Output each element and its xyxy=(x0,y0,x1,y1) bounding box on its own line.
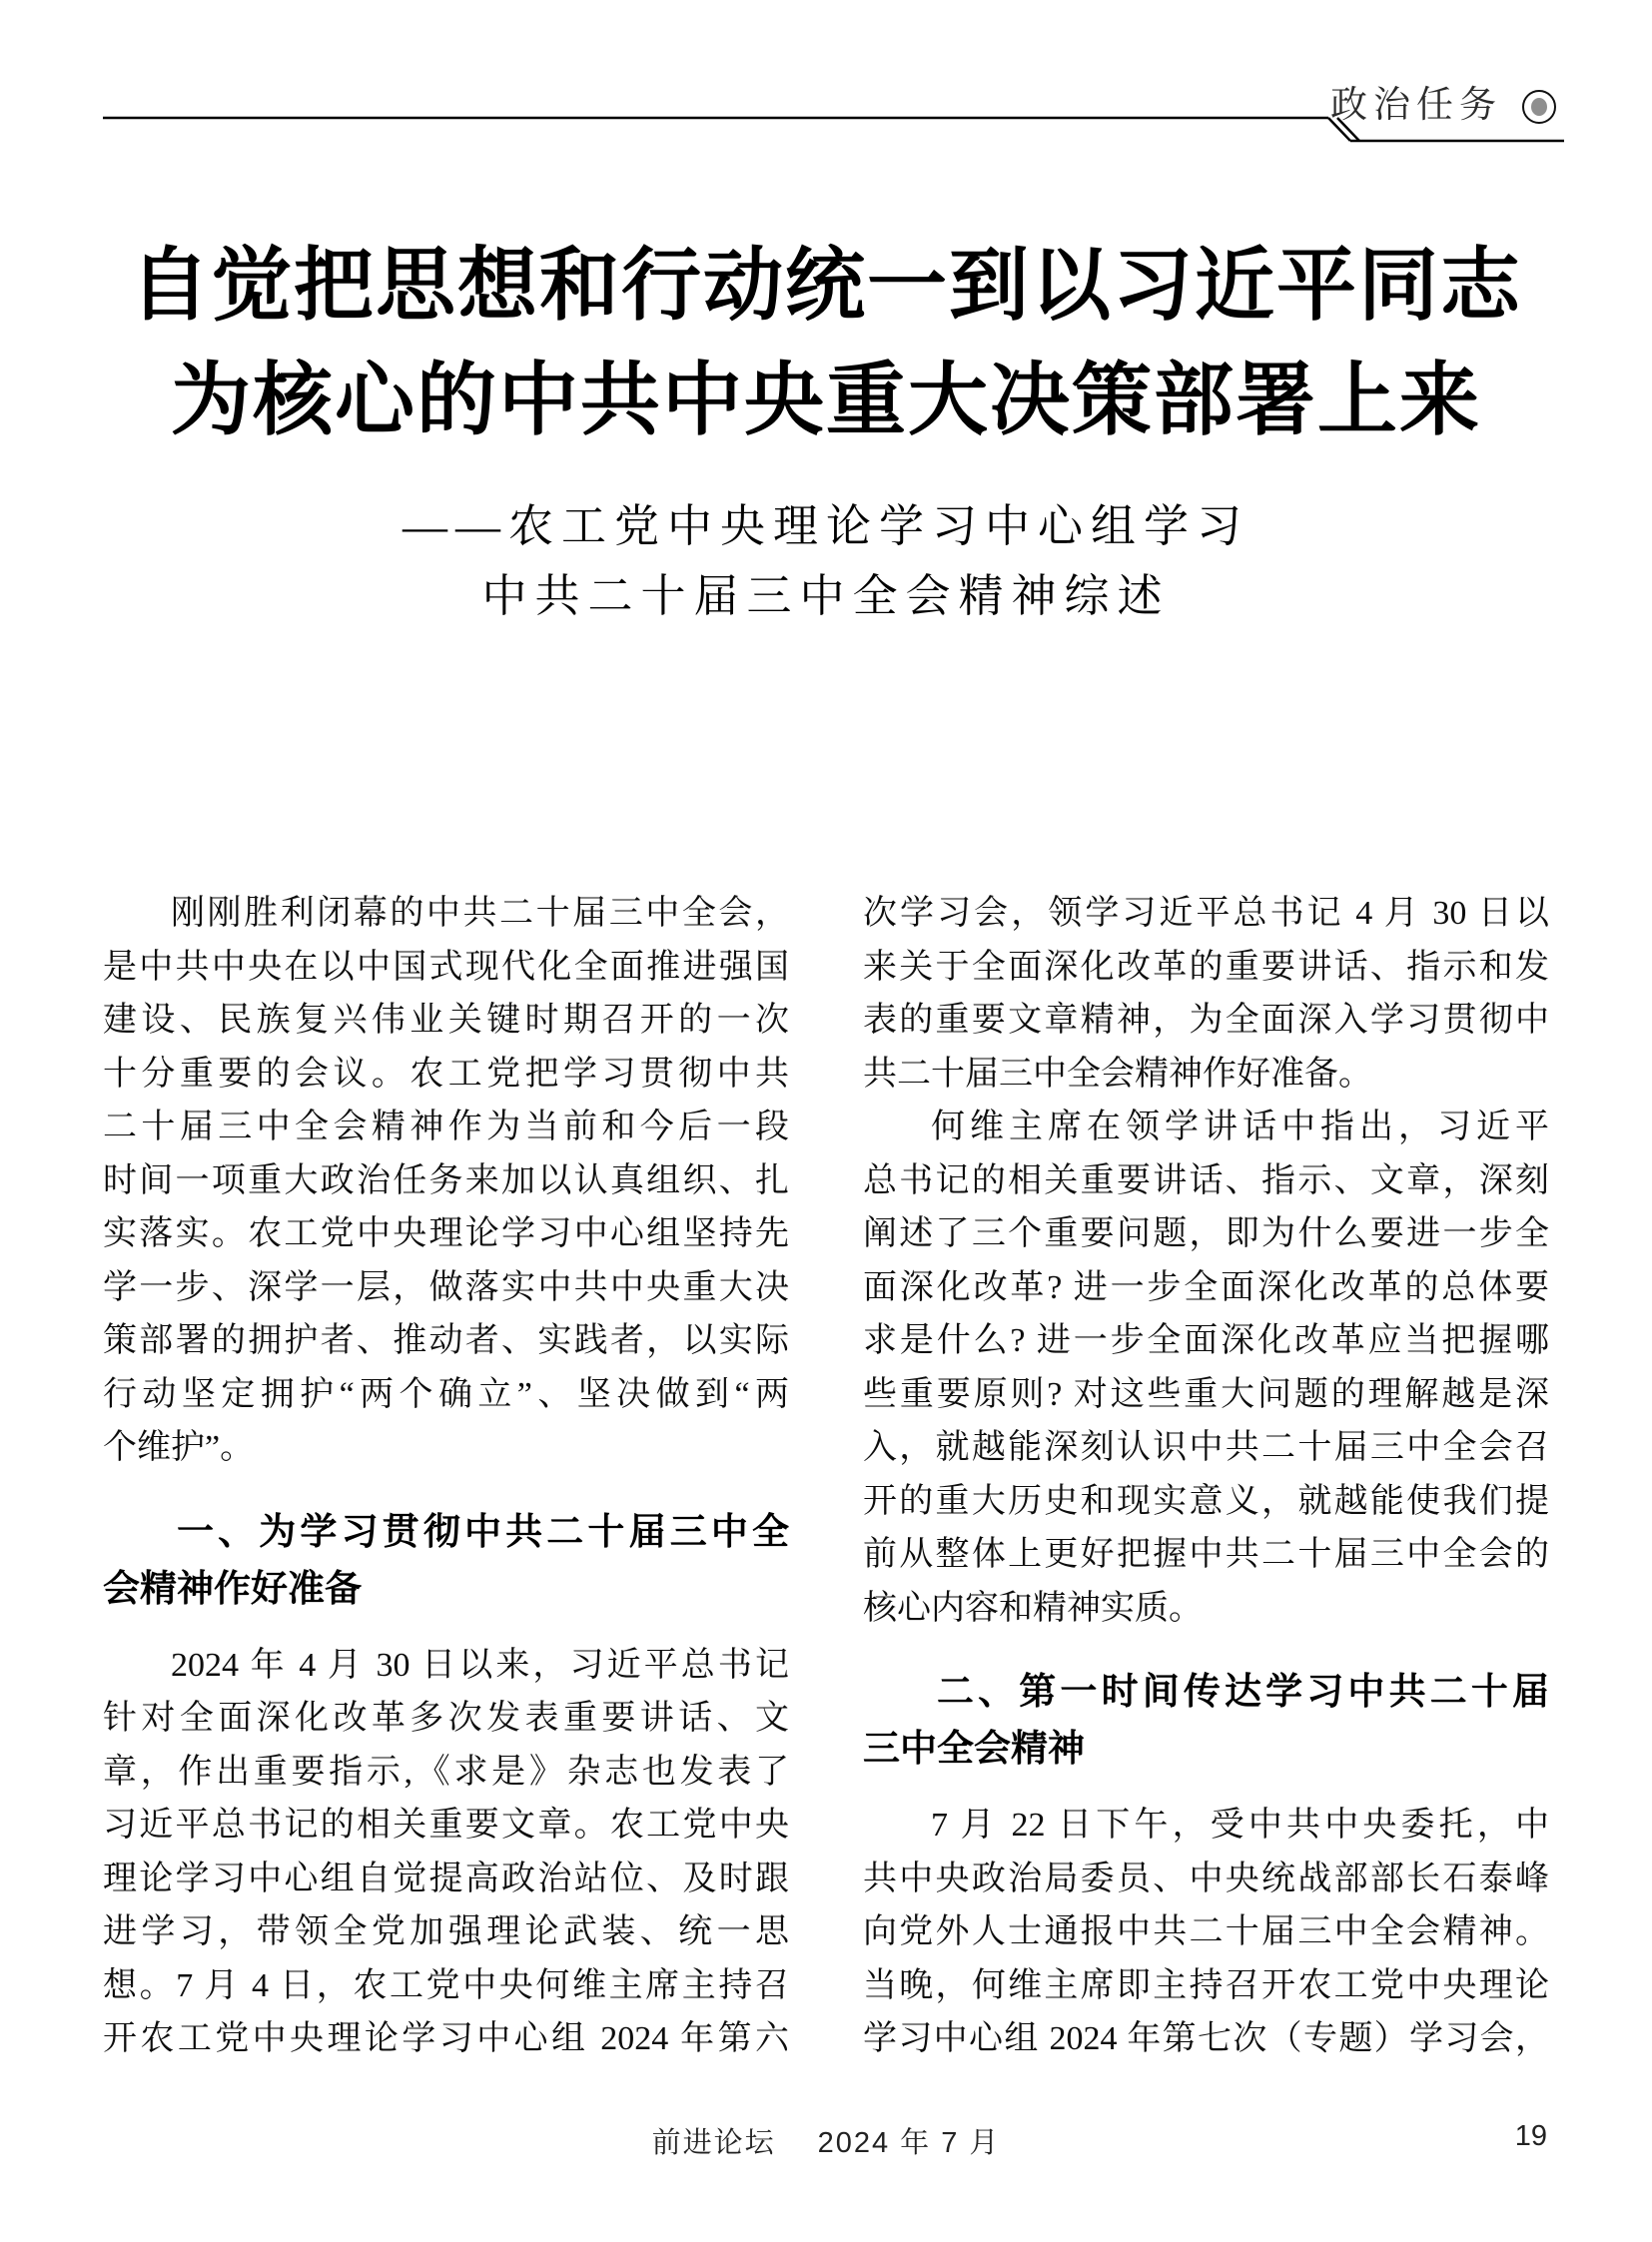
heading-line: 一、为学习贯彻中共二十届三中全 xyxy=(177,1510,789,1552)
body-line: 入，就越能深刻认识中共二十届三中全会召 xyxy=(863,1429,1549,1466)
journal-name: 前进论坛 xyxy=(651,2127,776,2159)
body-line: 行动坚定拥护“两个确立”、坚决做到“两 xyxy=(103,1375,789,1413)
heading-line: 二、第一时间传达学习中共二十届 xyxy=(937,1671,1549,1712)
section-bullet-icon xyxy=(1522,90,1556,124)
bullet-dot xyxy=(1531,98,1547,116)
body-line: 2024 年 4 月 30 日以来，习近平总书记 xyxy=(171,1646,789,1684)
body-line: 共中央政治局委员、中央统战部部长石泰峰 xyxy=(863,1860,1549,1897)
heading-line: 三中全会精神 xyxy=(863,1728,1085,1769)
body-line: 前从整体上更好把握中共二十届三中全会的 xyxy=(863,1536,1549,1573)
body-line: 习近平总书记的相关重要文章。农工党中央 xyxy=(103,1807,789,1844)
body-line: 是中共中央在以中国式现代化全面推进强国 xyxy=(103,948,789,986)
subtitle-line-1: ——农工党中央理论学习中心组学习 xyxy=(402,501,1249,551)
right-column xyxy=(863,887,1549,2066)
body-line: 个维护”。 xyxy=(103,1429,255,1466)
body-line: 次学习会，领学习近平总书记 4 月 30 日以 xyxy=(863,895,1549,932)
body-line: 刚刚胜利闭幕的中共二十届三中全会， xyxy=(171,895,789,932)
body-line: 核心内容和精神实质。 xyxy=(863,1589,1203,1627)
page-number: 19 xyxy=(1514,2120,1547,2152)
body-line: 向党外人士通报中共二十届三中全会精神。 xyxy=(863,1913,1549,1950)
body-line: 理论学习中心组自觉提高政治站位、及时跟 xyxy=(103,1860,789,1897)
body-line: 当晚，何维主席即主持召开农工党中央理论 xyxy=(863,1966,1549,2004)
section-heading-2 xyxy=(863,1663,1549,1777)
body-line: 共二十届三中全会精神作好准备。 xyxy=(863,1055,1372,1093)
article-title xyxy=(103,228,1549,457)
title-line-1: 自觉把思想和行动统一到以习近平同志 xyxy=(130,241,1522,330)
issue-date: 2024 年 7 月 xyxy=(817,2127,1001,2159)
body-line: 想。7 月 4 日，农工党中央何维主席主持召 xyxy=(103,1966,789,2004)
page-header xyxy=(103,0,1564,150)
section-label: 政治任务 xyxy=(1330,85,1502,126)
body-line: 表的重要文章精神，为全面深入学习贯彻中 xyxy=(863,1002,1549,1039)
body-line: 章，作出重要指示,《求是》杂志也发表了 xyxy=(103,1753,789,1791)
title-line-2: 为核心的中共中央重大决策部署上来 xyxy=(171,356,1481,444)
header-rule xyxy=(103,0,1564,150)
body-line: 求是什么? 进一步全面深化改革应当把握哪 xyxy=(863,1322,1549,1359)
body-line: 7 月 22 日下午，受中共中央委托，中 xyxy=(931,1807,1549,1844)
body-line: 进学习，带领全党加强理论武装、统一思 xyxy=(103,1913,789,1950)
body-line: 面深化改革? 进一步全面深化改革的总体要 xyxy=(863,1268,1549,1306)
body-columns xyxy=(103,887,1549,2066)
body-line: 些重要原则? 对这些重大问题的理解越是深 xyxy=(863,1375,1549,1413)
body-line: 来关于全面深化改革的重要讲话、指示和发 xyxy=(863,948,1549,986)
subtitle-line-2: 中共二十届三中全会精神综述 xyxy=(481,571,1171,621)
body-line: 阐述了三个重要问题，即为什么要进一步全 xyxy=(863,1215,1549,1252)
body-line: 二十届三中全会精神作为当前和今后一段 xyxy=(103,1109,789,1145)
section-heading-1 xyxy=(103,1503,789,1617)
body-line: 时间一项重大政治任务来加以认真组织、扎 xyxy=(103,1161,789,1199)
body-line: 学一步、深学一层，做落实中共中央重大决 xyxy=(103,1268,789,1306)
body-line: 实落实。农工党中央理论学习中心组坚持先 xyxy=(103,1215,789,1252)
left-column xyxy=(103,887,789,2066)
body-line: 开的重大历史和现实意义，就越能使我们提 xyxy=(863,1482,1549,1520)
page-footer xyxy=(103,2120,1549,2160)
body-line: 建设、民族复兴伟业关键时期召开的一次 xyxy=(103,1002,789,1039)
body-line: 策部署的拥护者、推动者、实践者，以实际 xyxy=(103,1322,789,1359)
body-line: 十分重要的会议。农工党把学习贯彻中共 xyxy=(103,1055,789,1093)
footer-center xyxy=(103,2120,1549,2161)
body-line: 开农工党中央理论学习中心组 2024 年第六 xyxy=(103,2020,789,2057)
article-subtitle xyxy=(103,491,1549,631)
body-line: 何维主席在领学讲话中指出，习近平 xyxy=(931,1109,1549,1145)
body-line: 针对全面深化改革多次发表重要讲话、文 xyxy=(103,1700,789,1737)
body-line: 学习中心组 2024 年第七次（专题）学习会， xyxy=(863,2020,1549,2057)
heading-line: 会精神作好准备 xyxy=(103,1567,362,1609)
body-line: 总书记的相关重要讲话、指示、文章，深刻 xyxy=(863,1161,1549,1199)
